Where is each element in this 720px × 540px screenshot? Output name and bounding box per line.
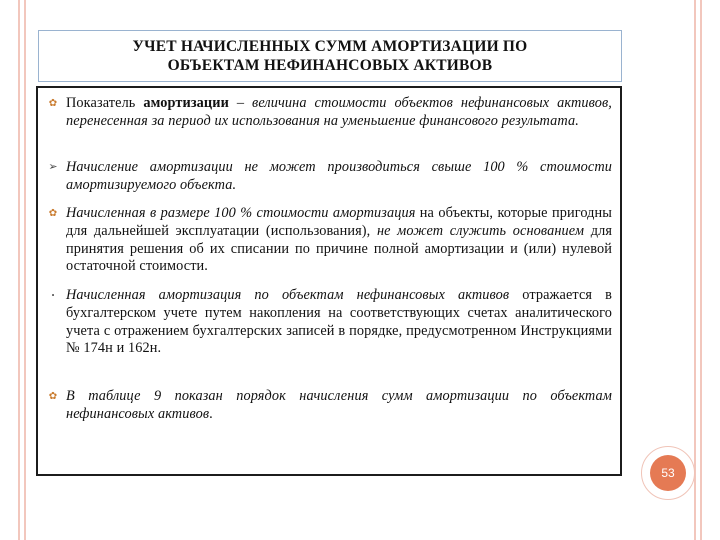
bullet-text-5 <box>66 388 612 424</box>
flower-bullet-icon: ✿ <box>48 391 58 402</box>
bullet-text-4 <box>66 287 612 358</box>
bullet-text-1 <box>66 95 612 131</box>
page-number: 53 <box>650 455 686 491</box>
right-decorative-line-inner <box>694 0 696 540</box>
bullet-2-text: Начисление амортизации не может производиться свыше 100 % стоимости амортизируемого объекта. <box>66 159 612 193</box>
flower-bullet-icon: ✿ <box>48 98 58 109</box>
bullet-3-part-2: на объекты, которые пригодны для дальнейшей эксплуатации (использования), <box>66 205 612 239</box>
bullet-1-lead: Показатель <box>66 95 144 111</box>
bullet-4-part-1: Начисленная амортизация по объектам нефинансовых активов <box>66 287 510 303</box>
bullet-1-definition: – величина стоимости объектов нефинансовых активов, перенесенная за период их использования на уменьшение финансового результата. <box>66 95 612 129</box>
bullet-1-term: амортизации <box>143 95 229 111</box>
bullet-5-part-1: В таблице 9 показан порядок начисления сумм амортизации по объектам нефинансовых активов <box>66 388 612 422</box>
page-number-badge <box>641 446 695 500</box>
content-box <box>36 86 622 476</box>
bullet-text-2 <box>66 159 612 195</box>
right-decorative-line-outer <box>700 0 702 540</box>
flower-bullet-icon: ✿ <box>48 208 58 219</box>
left-decorative-line-outer <box>18 0 20 540</box>
bullet-3-part-3: не может служить основанием <box>376 222 585 239</box>
slide-title <box>38 30 622 82</box>
left-decorative-line-inner <box>24 0 26 540</box>
bullet-text-3 <box>66 205 612 276</box>
slide-title-line-2: ОБЪЕКТАМ НЕФИНАНСОВЫХ АКТИВОВ <box>167 57 493 74</box>
bullet-3-part-1: Начисленная в размере 100 % стоимости амортизация <box>66 205 416 221</box>
arrow-bullet-icon: ➢ <box>48 161 58 173</box>
bullet-4-part-2: отражается в бухгалтерском учете путем накопления на соответствующих счетах аналитического учета с отражением бухгалтерских записей в порядке, предусмотренном Инструкциями № 174н и 162н. <box>66 287 612 357</box>
dot-bullet-icon: • <box>51 291 55 300</box>
bullet-5-part-2: . <box>209 405 213 422</box>
bullet-3-part-4: для принятия решения об их списании по причине полной амортизации и (или) нулевой остаточной стоимости. <box>66 222 612 275</box>
slide-title-line-1: УЧЕТ НАЧИСЛЕННЫХ СУММ АМОРТИЗАЦИИ ПО <box>132 38 528 55</box>
